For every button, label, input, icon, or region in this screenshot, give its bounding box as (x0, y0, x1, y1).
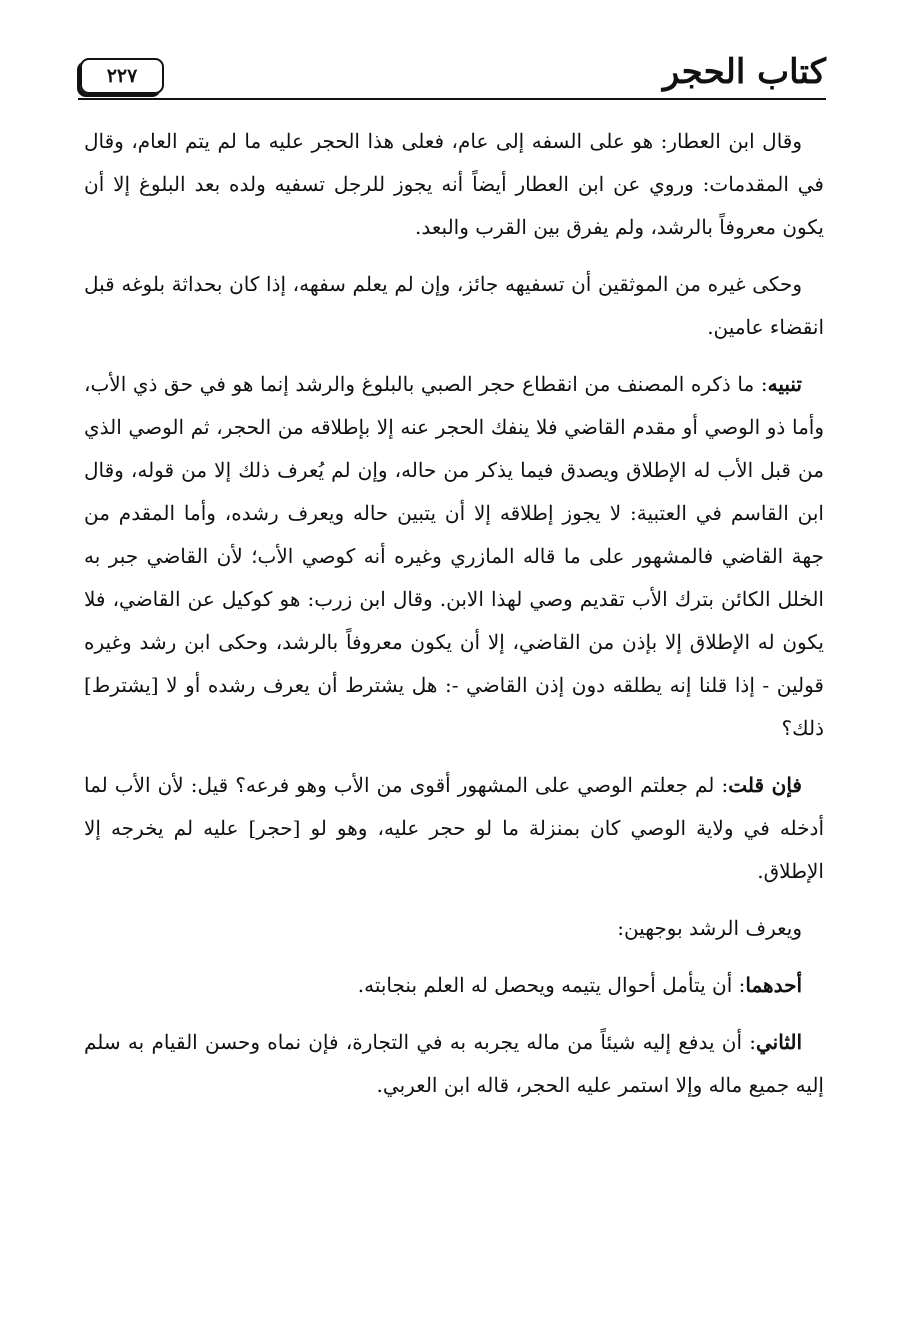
paragraph-text: : أن يتأمل أحوال يتيمه ويحصل له العلم بنجابته. (357, 973, 746, 997)
paragraph-lead: الثاني (755, 1030, 802, 1054)
paragraph-first-way (84, 964, 824, 1007)
paragraph-ways-intro (84, 907, 824, 950)
chapter-title: كتاب الحجر (662, 52, 826, 92)
paragraph-tanbih (84, 363, 824, 750)
paragraph-text: : لم جعلتم الوصي على المشهور أقوى من الأب وهو فرعه؟ قيل: لأن الأب لما أدخله في ولاية الوصي كان بمنزلة ما لو حجر عليه، وهو لو [حجر] عليه لم يخرجه إلا الإطلاق. (84, 773, 824, 883)
paragraph-text: : أن يدفع إليه شيئاً من ماله يجربه به في التجارة، فإن نماه وحسن القيام به سلم إليه جميع ماله وإلا استمر عليه الحجر، قاله ابن العربي. (84, 1030, 824, 1097)
paragraph-second-way (84, 1021, 824, 1107)
paragraph-ibn-al-attar (84, 120, 824, 249)
paragraph-text: وحكى غيره من الموثقين أن تسفيهه جائز، وإن لم يعلم سفهه، إذا كان بحداثة بلوغه قبل انقضاء عامين. (84, 272, 824, 339)
paragraph-lead: أحدهما (745, 973, 802, 997)
paragraph-text: : ما ذكره المصنف من انقطاع حجر الصبي بالبلوغ والرشد إنما هو في حق ذي الأب، وأما ذو الوصي أو مقدم القاضي فلا ينفك الحجر عنه إلا بإطلاقه من الحجر، ثم الوصي الذي من قبل الأب له الإطلاق ويصدق فيما يذكر من حاله، وإن لم يُعرف ذلك إلا من قوله، وقال ابن القاسم في العتبية: لا يجوز إطلاقه إلا أن يتبين حاله ويعرف رشده، وأما المقدم من جهة القاضي فالمشهور على ما قاله المازري وغيره أنه كوصي الأب؛ لأن القاضي جبر به الخلل الكائن بترك الأب تقديم وصي لهذا الابن. وقال ابن زرب: هو كوكيل عن القاضي، فلا يكون له الإطلاق إلا بإذن من القاضي، إلا أن يكون معروفاً بالرشد، وحكى ابن رشد وغيره قولين - إذا قلنا إنه يطلقه دون إذن القاضي -: هل يشترط أن يعرف رشده أو لا [يشترط] ذلك؟ (84, 372, 824, 740)
header-divider (78, 98, 826, 100)
paragraph-lead: فإن قلت (728, 773, 802, 797)
paragraph-muwaththiqin (84, 263, 824, 349)
paragraph-lead: تنبيه (767, 372, 802, 396)
paragraph-text: وقال ابن العطار: هو على السفه إلى عام، فعلى هذا الحجر عليه ما لم يتم العام، وقال في المقدمات: وروي عن ابن العطار أيضاً أنه يجوز للرجل تسفيه ولده بعد البلوغ إلا أن يكون معروفاً بالرشد، ولم يفرق بين القرب والبعد. (84, 129, 824, 239)
paragraph-in-qulta (84, 764, 824, 893)
page-header (78, 52, 826, 100)
paragraph-text: ويعرف الرشد بوجهين: (617, 916, 802, 940)
page-body (84, 120, 824, 1121)
page-number: ٢٢٧ (80, 58, 164, 94)
